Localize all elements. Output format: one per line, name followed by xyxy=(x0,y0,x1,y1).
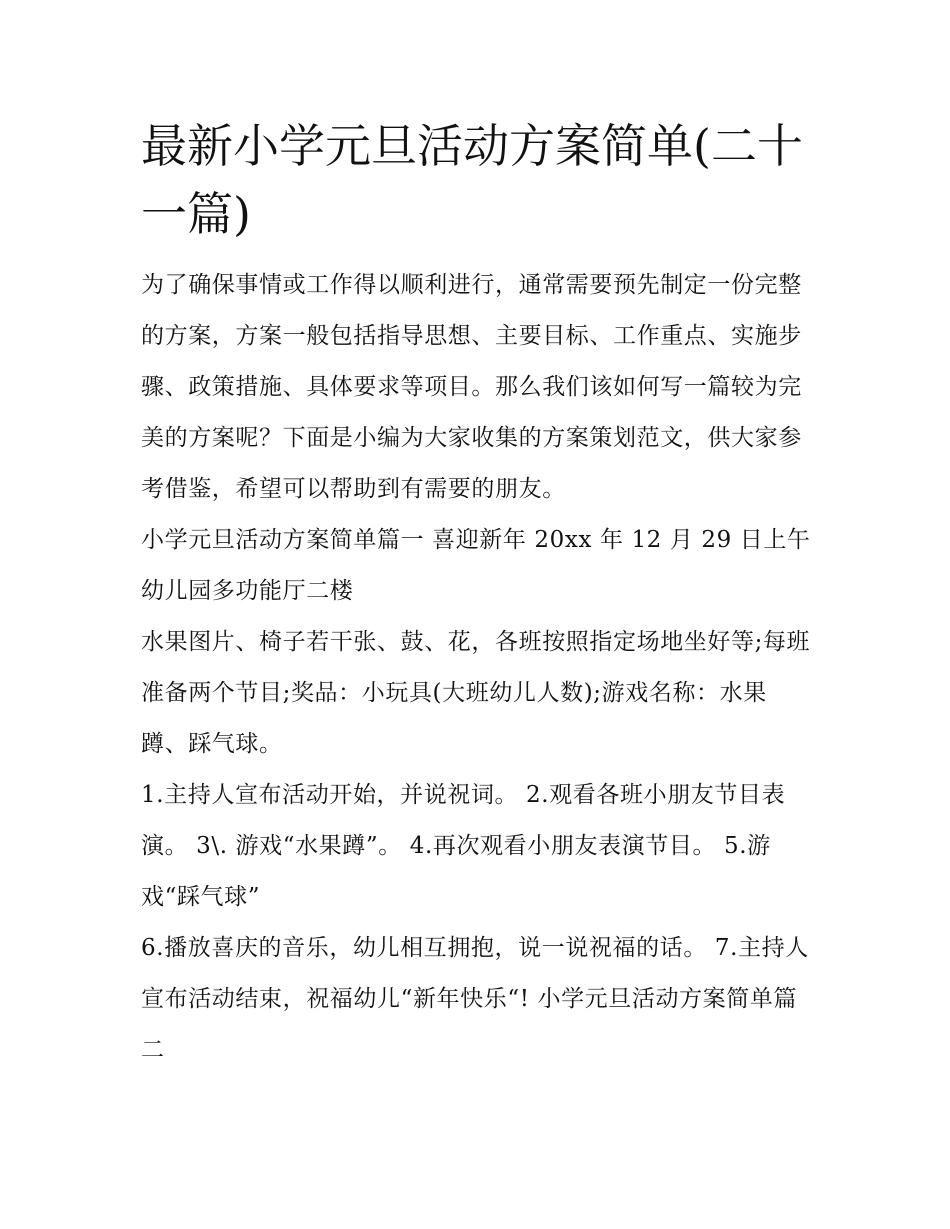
procedure-paragraph-1: 1.主持人宣布活动开始，并说祝词。 2.观看各班小朋友节目表演。 3\. 游戏“水果蹲”。 4.再次观看小朋友表演节目。 5.游戏“踩气球” xyxy=(141,782,786,910)
document-body xyxy=(141,112,813,1076)
document-title: 最新小学元旦活动方案简单(二十一篇) xyxy=(141,119,803,241)
intro-paragraph: 为了确保事情或工作得以顺利进行，通常需要预先制定一份完整的方案，方案一般包括指导思想、主要目标、工作重点、实施步骤、政策措施、具体要求等项目。那么我们该如何写一篇较为完美的方案呢？下面是小编为大家收集的方案策划范文，供大家参考借鉴，希望可以帮助到有需要的朋友。 xyxy=(141,272,802,502)
preparation-paragraph: 水果图片、椅子若干张、鼓、花，各班按照指定场地坐好等;每班准备两个节目;奖品：小玩具(大班幼儿人数);游戏名称：水果蹲、踩气球。 xyxy=(141,629,811,757)
procedure-paragraph-2: 6.播放喜庆的音乐，幼儿相互拥抱，说一说祝福的话。 7.主持人宣布活动结束，祝福幼儿“新年快乐“! 小学元旦活动方案简单篇二 xyxy=(141,935,809,1063)
event-time-place-paragraph: 小学元旦活动方案简单篇一 喜迎新年 20xx 年 12 月 29 日上午幼儿园多功能厅二楼 xyxy=(141,527,811,604)
